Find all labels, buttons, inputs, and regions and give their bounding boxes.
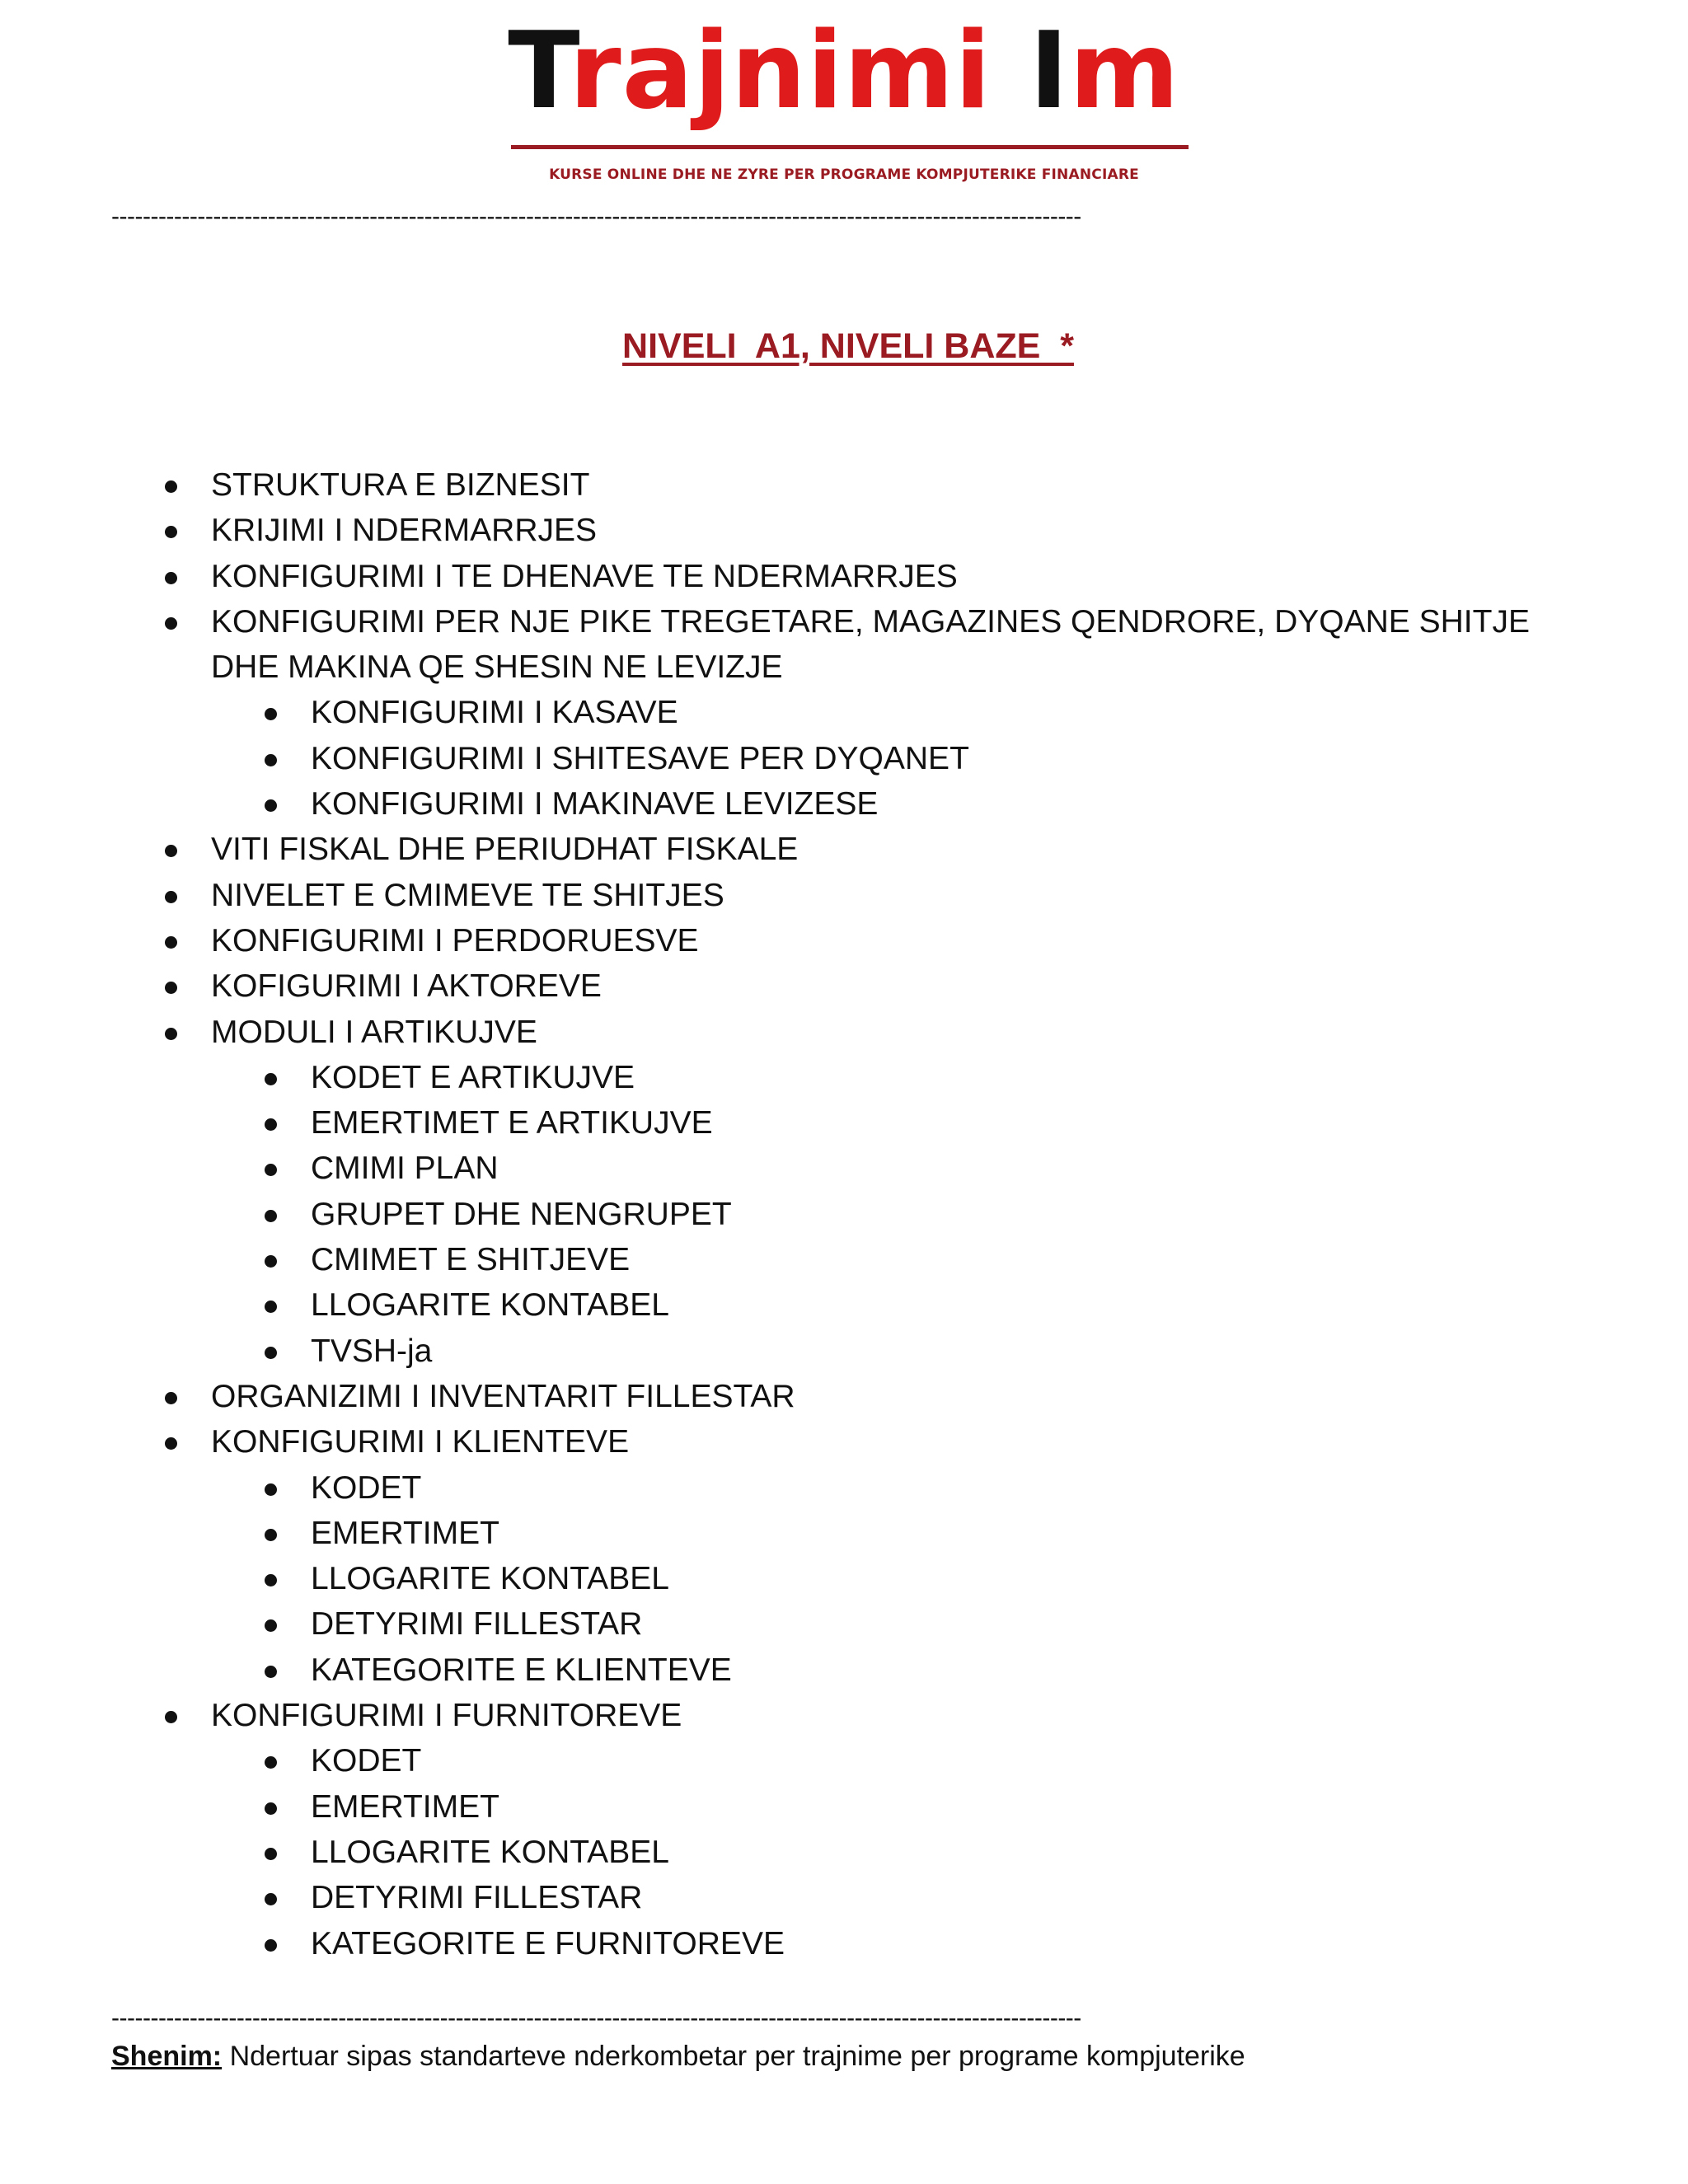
topic-text: KONFIGURIMI I KASAVE	[311, 695, 678, 731]
topic-text: KONFIGURIMI I TE DHENAVE TE NDERMARRJES	[211, 558, 958, 594]
topic-text: CMIMI PLAN	[311, 1151, 499, 1187]
bullet-icon	[165, 1437, 177, 1450]
footnote	[111, 2041, 1245, 2073]
bullet-icon	[265, 1619, 277, 1632]
topic-text: KOFIGURIMI I AKTOREVE	[211, 968, 602, 1005]
bullet-icon	[265, 1255, 277, 1268]
bullet-icon	[165, 572, 177, 584]
bullet-icon	[265, 1347, 277, 1359]
page-title: NIVELI A1, NIVELI BAZE *	[622, 326, 1074, 366]
footnote-label: Shenim:	[111, 2041, 223, 2072]
bullet-icon	[165, 1392, 177, 1404]
bullet-icon	[265, 1893, 277, 1905]
topic-item	[157, 462, 1591, 508]
subtopic-item	[157, 1282, 1591, 1328]
separator-top: ----------------------------------------------------------------------------------------------------------------------------	[111, 204, 1081, 229]
topic-text: KONFIGURIMI I PERDORUESVE	[211, 922, 699, 958]
subtopic-item	[157, 1921, 1591, 1966]
topic-text: KONFIGURIMI I SHITESAVE PER DYQANET	[311, 740, 969, 776]
topic-item	[157, 599, 1591, 691]
topic-text: DETYRIMI FILLESTAR	[311, 1880, 643, 1916]
topic-text: LLOGARITE KONTABEL	[311, 1287, 669, 1324]
logo-letter-m: m	[1069, 10, 1180, 133]
logo-word-rajnimi: rajnimi	[569, 10, 992, 133]
bullet-icon	[265, 1210, 277, 1222]
subtopic-item	[157, 1192, 1591, 1237]
bullet-icon	[165, 982, 177, 994]
bullet-icon	[265, 1848, 277, 1860]
topic-list	[157, 462, 1591, 1966]
topic-item	[157, 873, 1591, 918]
subtopic-item	[157, 1601, 1591, 1647]
topic-text: MODULI I ARTIKUJVE	[211, 1014, 537, 1050]
topic-item	[157, 963, 1591, 1009]
topic-text: EMERTIMET E ARTIKUJVE	[311, 1105, 713, 1141]
topic-text: VITI FISKAL DHE PERIUDHAT FISKALE	[211, 832, 799, 868]
topic-text: STRUKTURA E BIZNESIT	[211, 467, 590, 503]
bullet-icon	[265, 1529, 277, 1541]
subtopic-item	[157, 1556, 1591, 1601]
topic-text: EMERTIMET	[311, 1788, 499, 1825]
topic-text: KONFIGURIMI I FURNITOREVE	[211, 1698, 682, 1734]
bullet-icon	[265, 1301, 277, 1313]
logo-underline	[511, 145, 1189, 149]
logo-tagline: KURSE ONLINE DHE NE ZYRE PER PROGRAME KOMPJUTERIKE FINANCIARE	[549, 166, 1139, 183]
logo-wordmark	[0, 10, 1688, 134]
topic-text: KODET	[311, 1743, 422, 1779]
subtopic-item	[157, 1784, 1591, 1830]
bullet-icon	[265, 1574, 277, 1586]
topic-item	[157, 554, 1591, 599]
bullet-icon	[265, 1666, 277, 1678]
topic-text: ORGANIZIMI I INVENTARIT FILLESTAR	[211, 1378, 795, 1414]
bullet-icon	[265, 799, 277, 812]
topic-text: KRIJIMI I NDERMARRJES	[211, 513, 598, 549]
bullet-icon	[165, 617, 177, 630]
subtopic-item	[157, 1647, 1591, 1693]
topic-text: LLOGARITE KONTABEL	[311, 1561, 669, 1597]
subtopic-item	[157, 1146, 1591, 1191]
topic-text: DETYRIMI FILLESTAR	[311, 1606, 643, 1643]
bullet-icon	[165, 1028, 177, 1040]
bullet-icon	[165, 936, 177, 949]
bullet-icon	[265, 1073, 277, 1085]
topic-item	[157, 1010, 1591, 1055]
bullet-icon	[265, 1164, 277, 1176]
topic-item	[157, 508, 1591, 553]
subtopic-item	[157, 1237, 1591, 1282]
subtopic-item	[157, 690, 1591, 735]
logo-letter-i: I	[992, 10, 1070, 133]
separator-bottom: ----------------------------------------------------------------------------------------------------------------------------	[111, 2006, 1081, 2031]
bullet-icon	[265, 1756, 277, 1769]
topic-item	[157, 918, 1591, 963]
topic-text: KATEGORITE E FURNITOREVE	[311, 1925, 785, 1961]
bullet-icon	[265, 708, 277, 720]
bullet-icon	[165, 845, 177, 857]
topic-text: KONFIGURIMI I MAKINAVE LEVIZESE	[311, 786, 879, 823]
subtopic-item	[157, 1329, 1591, 1374]
topic-item	[157, 827, 1591, 872]
topic-text: EMERTIMET	[311, 1515, 499, 1551]
bullet-icon	[165, 1711, 177, 1723]
logo-letter-t: T	[508, 10, 570, 133]
bullet-icon	[265, 1802, 277, 1815]
topic-item	[157, 1374, 1591, 1419]
subtopic-item	[157, 1875, 1591, 1920]
topic-text: KODET E ARTIKUJVE	[311, 1059, 635, 1095]
topic-text: KATEGORITE E KLIENTEVE	[311, 1652, 732, 1688]
bullet-icon	[265, 1118, 277, 1131]
topic-text: CMIMET E SHITJEVE	[311, 1242, 631, 1278]
topic-item	[157, 1693, 1591, 1738]
topic-text: GRUPET DHE NENGRUPET	[311, 1196, 732, 1232]
bullet-icon	[165, 891, 177, 903]
topic-text: KONFIGURIMI PER NJE PIKE TREGETARE, MAGAZINES QENDRORE, DYQANE SHITJE DHE MAKINA QE SHESIN NE LEVIZJE	[211, 603, 1530, 686]
bullet-icon	[165, 480, 177, 493]
subtopic-item	[157, 1055, 1591, 1100]
subtopic-item	[157, 1738, 1591, 1783]
subtopic-item	[157, 781, 1591, 827]
footnote-text: Ndertuar sipas standarteve nderkombetar per trajnime per programe kompjuterike	[222, 2041, 1245, 2072]
topic-item	[157, 1419, 1591, 1465]
subtopic-item	[157, 1465, 1591, 1511]
subtopic-item	[157, 1100, 1591, 1146]
topic-text: TVSH-ja	[311, 1333, 433, 1369]
topic-text: KODET	[311, 1469, 422, 1506]
topic-text: KONFIGURIMI I KLIENTEVE	[211, 1424, 630, 1460]
bullet-icon	[265, 754, 277, 766]
bullet-icon	[265, 1483, 277, 1496]
subtopic-item	[157, 1511, 1591, 1556]
bullet-icon	[265, 1939, 277, 1952]
subtopic-item	[157, 736, 1591, 781]
topic-text: NIVELET E CMIMEVE TE SHITJES	[211, 877, 724, 913]
bullet-icon	[165, 526, 177, 538]
subtopic-item	[157, 1830, 1591, 1875]
topic-text: LLOGARITE KONTABEL	[311, 1834, 669, 1870]
